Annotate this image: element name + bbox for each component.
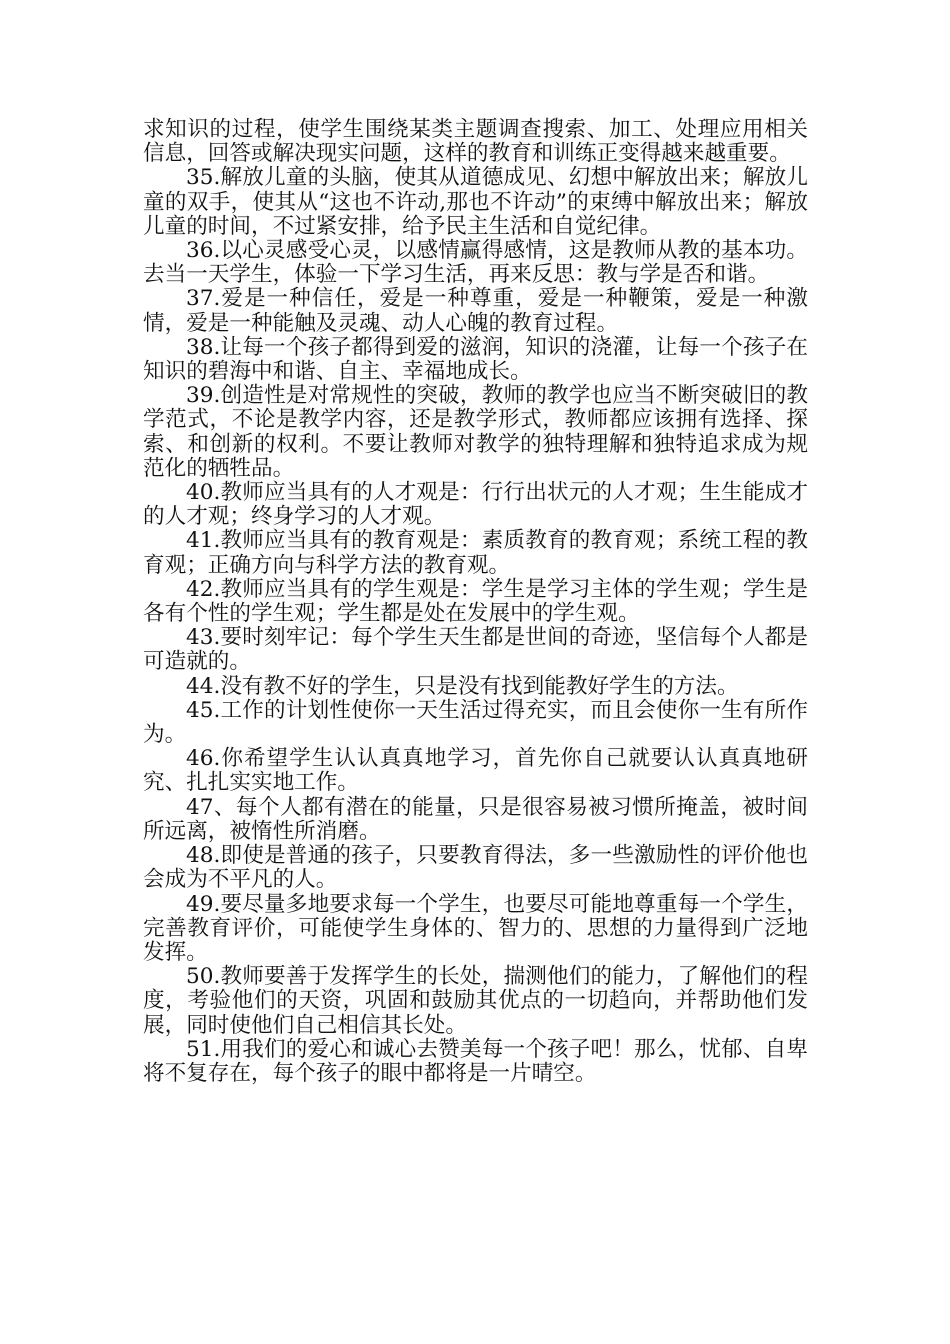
paragraph-35: 35.解放儿童的头脑，使其从道德成见、幻想中解放出来；解放儿童的双手，使其从“这也不许动,那也不许动”的束缚中解放出来；解放儿童的时间，不过紧安排，给予民主生活和自觉纪律。 — [143, 165, 808, 239]
paragraph-45: 45.工作的计划性使你一天生活过得充实，而且会使你一生有所作为。 — [143, 697, 808, 748]
paragraph-44: 44.没有教不好的学生，只是没有找到能教好学生的方法。 — [186, 673, 739, 699]
paragraph-39: 39.创造性是对常规性的突破，教师的教学也应当不断突破旧的教学范式，不论是教学内容，还是教学形式，教师都应该拥有选择、探索、和创新的权利。不要让教师对教学的独特理解和独特追求成为规范化的牺牲品。 — [143, 383, 808, 481]
paragraph-37: 37.爱是一种信任，爱是一种尊重，爱是一种鞭策，爱是一种激情，爱是一种能触及灵魂、动人心魄的教育过程。 — [143, 286, 808, 336]
paragraph-continued: 求知识的过程，使学生围绕某类主题调查搜索、加工、处理应用相关信息，回答或解决现实问题，这样的教育和训练正变得越来越重要。 — [143, 117, 808, 167]
paragraph-50: 50.教师要善于发挥学生的长处，揣测他们的能力，了解他们的程度，考验他们的天资，巩固和鼓励其优点的一切趋向，并帮助他们发展，同时使他们自己相信其长处。 — [143, 964, 808, 1038]
paragraph-42: 42.教师应当具有的学生观是：学生是学习主体的学生观；学生是各有个性的学生观；学生都是处在发展中的学生观。 — [143, 576, 808, 627]
paragraph-38: 38.让每一个孩子都得到爱的滋润，知识的浇灌，让每一个孩子在知识的碧海中和谐、自主、幸福地成长。 — [143, 334, 808, 385]
paragraph-46: 46.你希望学生认认真真地学习，首先你自己就要认认真真地研究、扎扎实实地工作。 — [143, 746, 808, 796]
document-page — [143, 118, 808, 1086]
paragraph-43: 43.要时刻牢记：每个学生天生都是世间的奇迹，坚信每个人都是可造就的。 — [143, 625, 808, 675]
paragraph-47: 47、每个人都有潜在的能量，只是很容易被习惯所掩盖，被时间所远离，被惰性所消磨。 — [143, 794, 808, 844]
paragraph-40: 40.教师应当具有的人才观是：行行出状元的人才观；生生能成才的人才观；终身学习的人才观。 — [143, 480, 808, 530]
paragraph-36: 36.以心灵感受心灵，以感情赢得感情，这是教师从教的基本功。去当一天学生，体验一下学习生活，再来反思：教与学是否和谐。 — [143, 238, 808, 288]
paragraph-48: 48.即使是普通的孩子，只要教育得法，多一些激励性的评价他也会成为不平凡的人。 — [143, 843, 808, 893]
paragraph-51: 51.用我们的爱心和诚心去赞美每一个孩子吧！那么，忧郁、自卑将不复存在，每个孩子的眼中都将是一片晴空。 — [143, 1036, 808, 1086]
paragraph-41: 41.教师应当具有的教育观是：素质教育的教育观；系统工程的教育观；正确方向与科学方法的教育观。 — [143, 528, 808, 578]
paragraph-49: 49.要尽量多地要求每一个学生，也要尽可能地尊重每一个学生，完善教育评价，可能使学生身体的、智力的、思想的力量得到广泛地发挥。 — [143, 891, 808, 965]
